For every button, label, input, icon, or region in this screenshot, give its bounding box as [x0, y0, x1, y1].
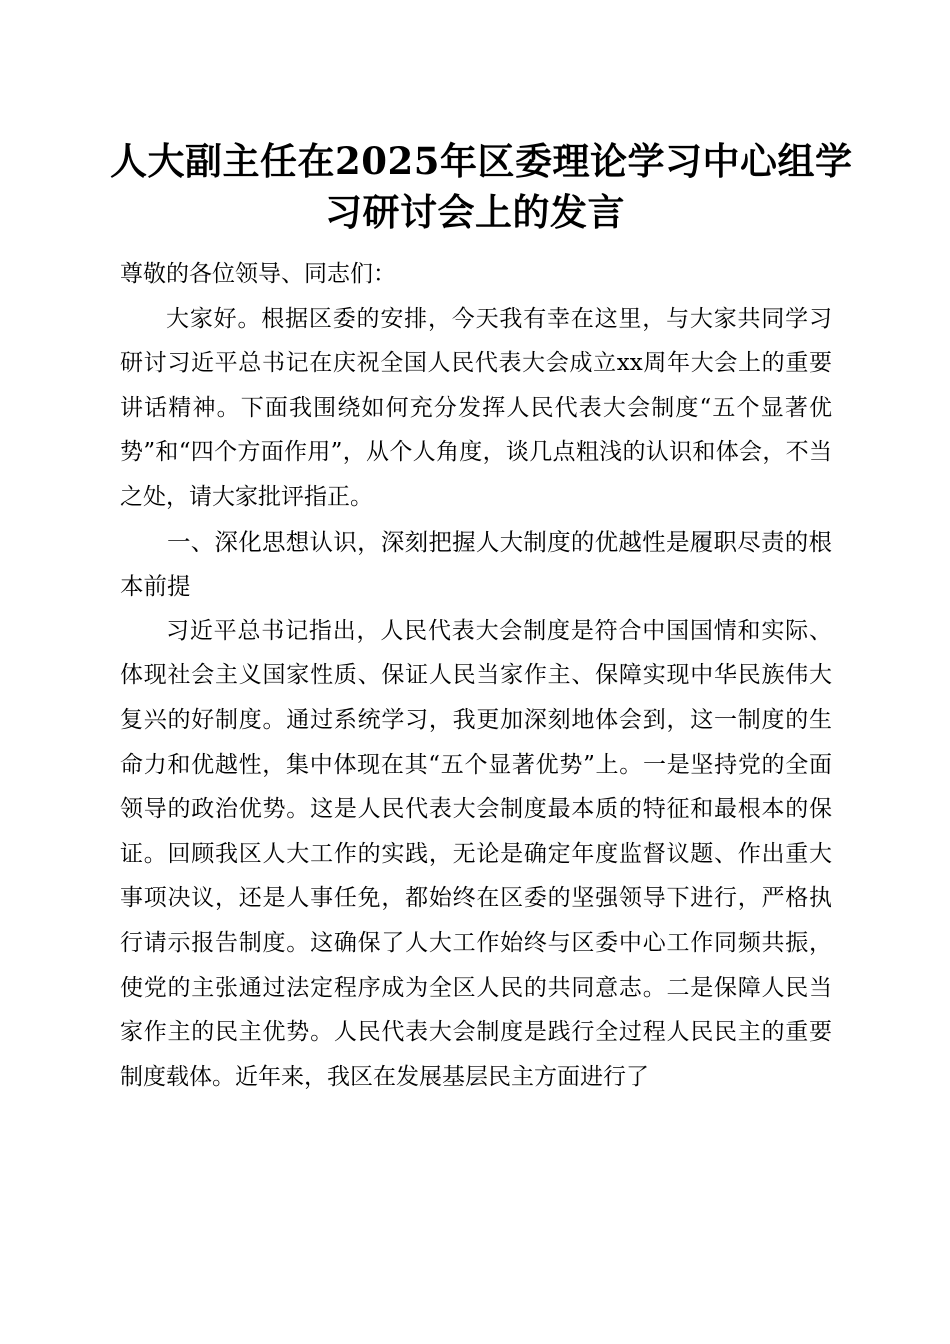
document-title [110, 136, 853, 238]
section-1-paragraph: 习近平总书记指出，人民代表大会制度是符合中国国情和实际、体现社会主义国家性质、保证人民当家作主、保障实现中华民族伟大复兴的好制度。通过系统学习，我更加深刻地体会到，这一制度的生命力和优越性，集中体现在其“五个显著优势”上。一是坚持党的全面领导的政治优势。这是人民代表大会制度最本质的特征和最根本的保证。回顾我区人大工作的实践，无论是确定年度监督议题、作出重大事项决议，还是人事任免，都始终在区委的坚强领导下进行，严格执行请示报告制度。这确保了人大工作始终与区委中心工作同频共振，使党的主张通过法定程序成为全区人民的共同意志。二是保障人民当家作主的民主优势。人民代表大会制度是践行全过程人民民主的重要制度载体。近年来，我区在发展基层民主方面进行了 [120, 617, 832, 1090]
title-line-2: 习研讨会上的发言 [325, 190, 625, 234]
document-body [120, 252, 832, 1099]
intro-paragraph: 大家好。根据区委的安排，今天我有幸在这里，与大家共同学习研讨习近平总书记在庆祝全国人民代表大会成立xx周年大会上的重要讲话精神。下面我围绕如何充分发挥人民代表大会制度“五个显著优势”和“四个方面作用”，从个人角度，谈几点粗浅的认识和体会，不当之处，请大家批评指正。 [120, 305, 832, 510]
title-line-1: 人大副主任在2025年区委理论学习中心组学 [110, 139, 853, 183]
section-1-heading: 一、深化思想认识，深刻把握人大制度的优越性是履职尽责的根本前提 [120, 527, 832, 601]
salutation: 尊敬的各位领导、同志们： [120, 261, 396, 287]
